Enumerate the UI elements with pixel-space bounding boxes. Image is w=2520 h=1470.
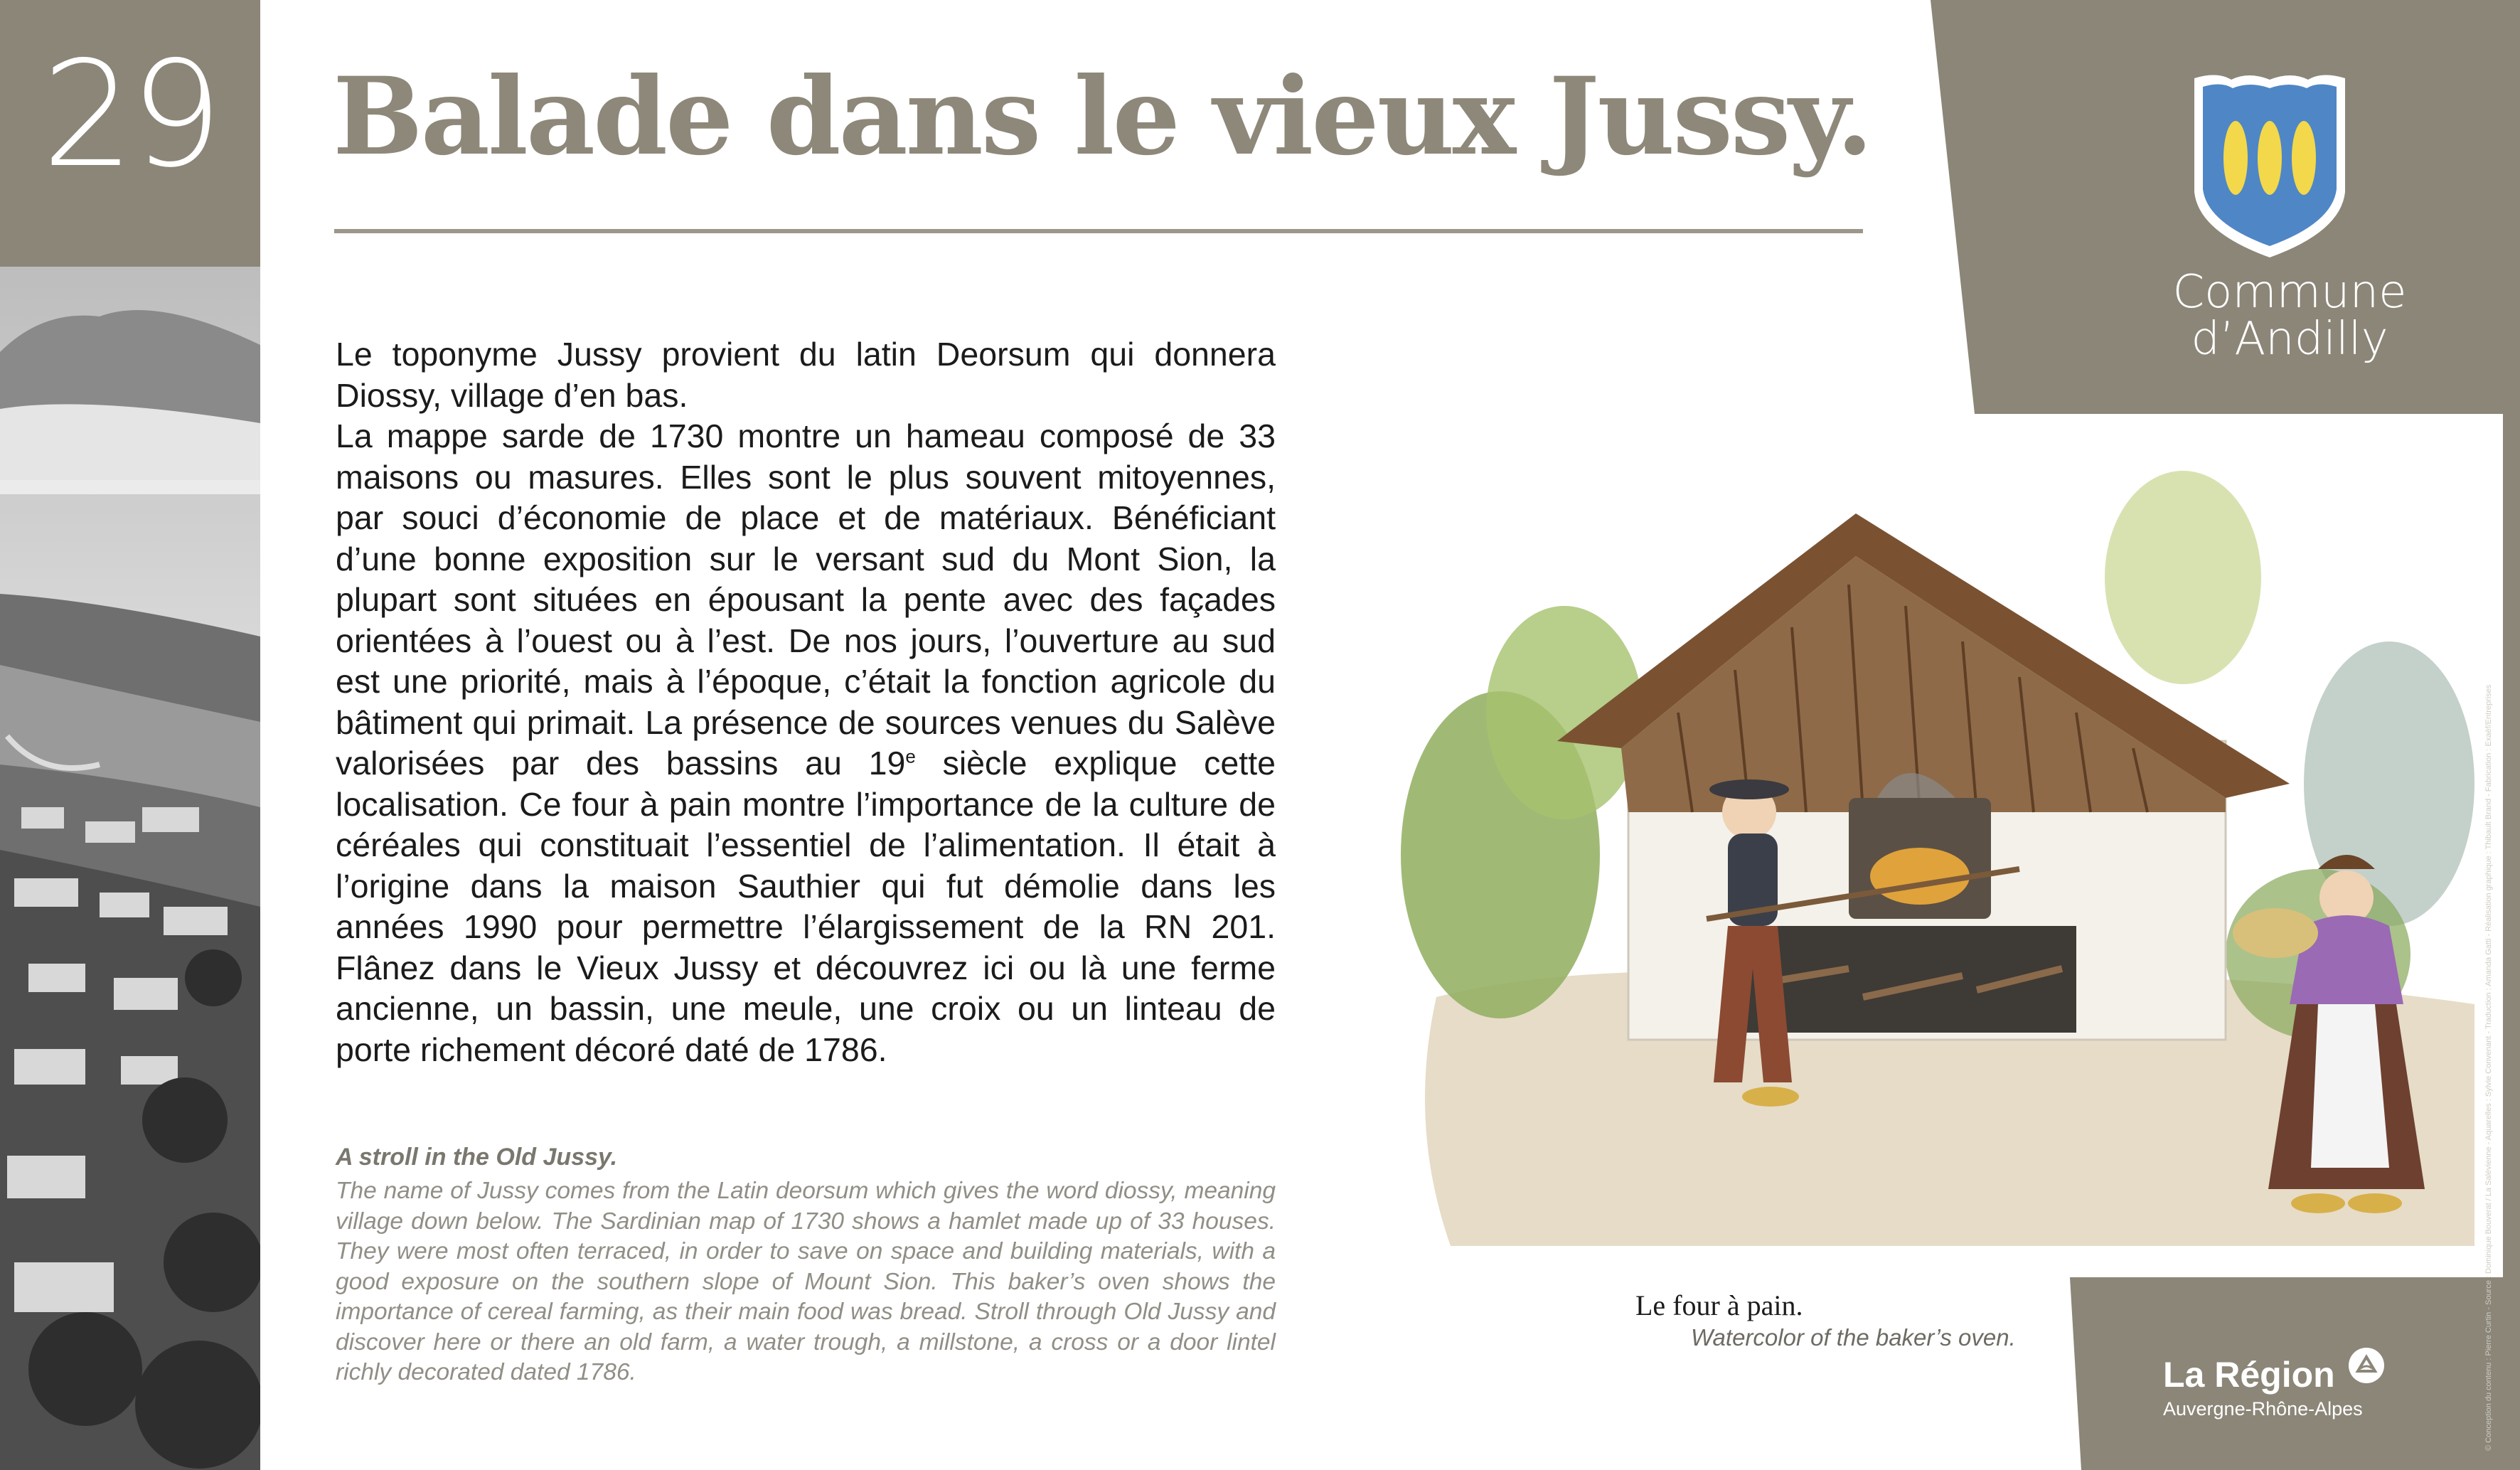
image-caption-title: Le four à pain.: [1635, 1289, 1803, 1321]
english-title: A stroll in the Old Jussy.: [336, 1144, 618, 1171]
english-text: The name of Jussy comes from the Latin deorsum which gives the word diossy, meaning village down below. The Sardinian map of 1730 shows a hamlet made up of 33 houses. They were most often terraced, in order to save on space and building materials, with a good exposure on the southern slope of Mount Sion. This baker’s oven shows the importance of cereal farming, as their main food was bread. Stroll through Old Jussy and discover here or there an old farm, a water trough, a millstone, a cross or a door lintel richly decorated dated 1786.: [336, 1178, 1276, 1385]
image-caption-subtitle: Watercolor of the baker’s oven.: [1691, 1324, 2016, 1351]
coat-of-arms-icon: [2189, 71, 2351, 263]
village-photo: [0, 267, 260, 1470]
region-name: La Région: [2163, 1355, 2335, 1395]
panel-number: 29: [41, 31, 219, 200]
region-logo-icon: [2348, 1347, 2385, 1384]
title-divider: [334, 229, 1863, 233]
commune-label: [2147, 266, 2432, 366]
bakers-oven-illustration: [1394, 414, 2503, 1255]
french-text: [336, 334, 1276, 1070]
french-main-part2: siècle explique cette localisation. Ce four à pain montre l’importance de la culture de céréales qui constituait l’essentiel de l’alimentation. Il était à l’origine dans la maison Sauthier qui fut démolie dans les années 1990 pour permettre l’élargissement de la RN 201. Flânez dans le Vieux Jussy et découvrez ici ou là une ferme ancienne, un bassin, une meule, une croix ou un linteau de porte richement décoré daté de 1786.: [336, 745, 1276, 1068]
credits-text: © Conception du contenu : Pierre Curtin - Source : Dominique Bouverat / La Salévienne - Aquarelles : Sylvie Convenant - Traduction : Amanda Gatti - Réalisation graphique : Thibault Brand - Fabrication : Exaëf/Entreprises: [2484, 684, 2493, 1451]
century-superscript: e: [905, 745, 916, 767]
commune-line1: Commune: [2172, 266, 2407, 319]
page-title: Balade dans le vieux Jussy.: [333, 54, 1872, 179]
french-main-part1: La mappe sarde de 1730 montre un hameau composé de 33 maisons ou masures. Elles sont le plus souvent mitoyennes, par souci d’économie de place et de matériaux. Bénéficiant d’une bonne exposition sur le versant sud du Mont Sion, la plupart sont situées en épousant la pente avec des façades orientées à l’ouest ou à l’est. De nos jours, l’ouverture au sud est une priorité, mais à l’époque, c’était la fonction agricole du bâtiment qui primait. La présence de sources venues du Salève valorisées par des bassins au 19: [336, 417, 1276, 782]
french-main: [336, 416, 1276, 1070]
commune-line2: d’Andilly: [2191, 313, 2388, 366]
region-subtitle: Auvergne-Rhône-Alpes: [2163, 1398, 2363, 1420]
panel-number-box: [0, 0, 260, 267]
french-intro: Le toponyme Jussy provient du latin Deorsum qui donnera Diossy, village d’en bas.: [336, 336, 1276, 414]
